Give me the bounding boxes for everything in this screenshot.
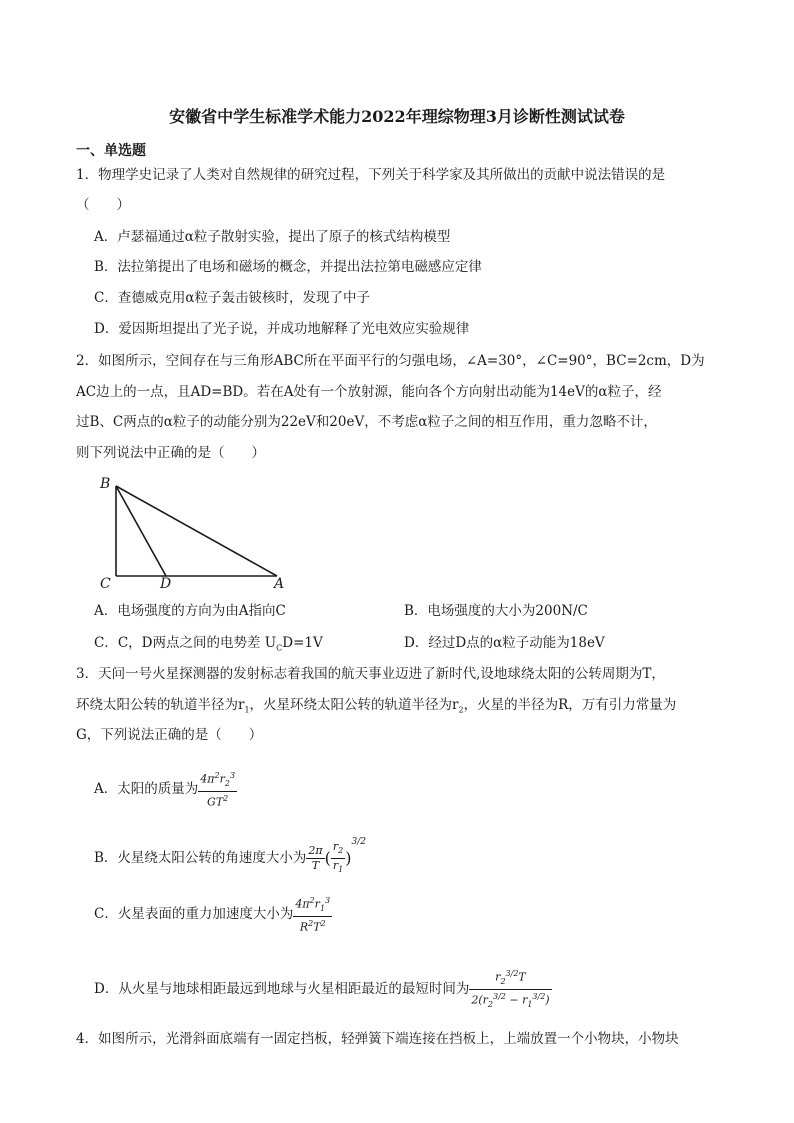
- label-a: A: [274, 576, 285, 592]
- q1-option-d: D．爱因斯坦提出了光子说，并成功地解释了光电效应实验规律: [94, 321, 470, 337]
- q2-stem-line4: 则下列说法中正确的是（ ）: [76, 445, 265, 461]
- q1-stem-line2: （ ）: [76, 197, 130, 213]
- label-b: B: [100, 476, 111, 492]
- q2-stem-line2: AC边上的一点，且AD=BD。若在A处有一个放射源，能向各个方向射出动能为14eV的α粒子，经: [76, 384, 662, 400]
- q2-option-a: A．电场强度的方向为由A指向C: [94, 603, 286, 619]
- q3-option-d: D．从火星与地球相距最远到地球与火星相距最近的最短时间为 $\frac{r_2^{3/2}T}{2(r_2^{3/2} - r_1^{3/2})}$: [94, 969, 550, 1009]
- formula-surface-gravity: $\frac{4\pi^2r_1^3}{R^2T^2}$: [295, 896, 331, 934]
- formula-shortest-time: $\frac{r_2^{3/2}T}{2(r_2^{3/2} - r_1^{3/2})}$: [471, 969, 550, 1009]
- q2-option-c: C．C，D两点之间的电势差 $U_CD=1V$: [94, 635, 323, 653]
- q3-option-c: C．火星表面的重力加速度大小为 $\frac{4\pi^2r_1^3}{R^2T^2}$: [94, 896, 331, 934]
- section-heading: 一、单选题: [76, 143, 146, 159]
- formula-angular-velocity: $\frac{2\pi}{T}$: [308, 844, 323, 872]
- q3-stem-line3: G，下列说法正确的是（ ）: [76, 727, 263, 743]
- q3-stem-line2: 环绕太阳公转的轨道半径为$r_1$，火星环绕太阳公转的轨道半径为$r_2$，火星的半径为R，万有引力常量为: [76, 697, 677, 715]
- q2-stem-line1: 2．如图所示，空间存在与三角形ABC所在平面平行的匀强电场，∠A=30°，∠C=90°，BC=2cm，D为: [76, 353, 705, 369]
- page-title: 安徽省中学生标准学术能力2022年理综物理3月诊断性测试试卷: [169, 107, 625, 126]
- label-c: C: [100, 576, 111, 592]
- label-d: D: [160, 576, 172, 592]
- q1-option-a: A．卢瑟福通过α粒子散射实验，提出了原子的核式结构模型: [94, 229, 451, 245]
- q2-option-b: B．电场强度的大小为200N/C: [404, 603, 588, 619]
- q2-option-d: D．经过D点的α粒子动能为18eV: [404, 635, 605, 651]
- q1-option-b: B．法拉第提出了电场和磁场的概念，并提出法拉第电磁感应定律: [94, 259, 482, 275]
- q3-stem-line1: 3．天问一号火星探测器的发射标志着我国的航天事业迈进了新时代,设地球绕太阳的公转周期为T，: [76, 666, 665, 682]
- q3-option-b: B．火星绕太阳公转的角速度大小为 $\frac{2\pi}{T}$ ( $\frac{r_2}{r_1}$ )$^{3/2}$: [94, 837, 366, 875]
- q1-stem-line1: 1．物理学史记录了人类对自然规律的研究过程，下列关于科学家及其所做出的贡献中说法错误的是: [76, 167, 666, 183]
- q1-option-c: C．查德威克用α粒子轰击铍核时，发现了中子: [94, 290, 370, 306]
- q4-stem-line1: 4．如图所示，光滑斜面底端有一固定挡板，轻弹簧下端连接在挡板上，上端放置一个小物块，小物块: [76, 1031, 679, 1047]
- formula-sun-mass: $\frac{4\pi^2r_2^3}{GT^2}$: [200, 771, 236, 809]
- q2-stem-line3: 过B、C两点的α粒子的动能分别为22eV和20eV，不考虑α粒子之间的相互作用，重力忽略不计，: [76, 414, 657, 430]
- triangle-figure: [92, 472, 297, 594]
- q3-option-a: A．太阳的质量为 $\frac{4\pi^2r_2^3}{GT^2}$: [94, 771, 236, 809]
